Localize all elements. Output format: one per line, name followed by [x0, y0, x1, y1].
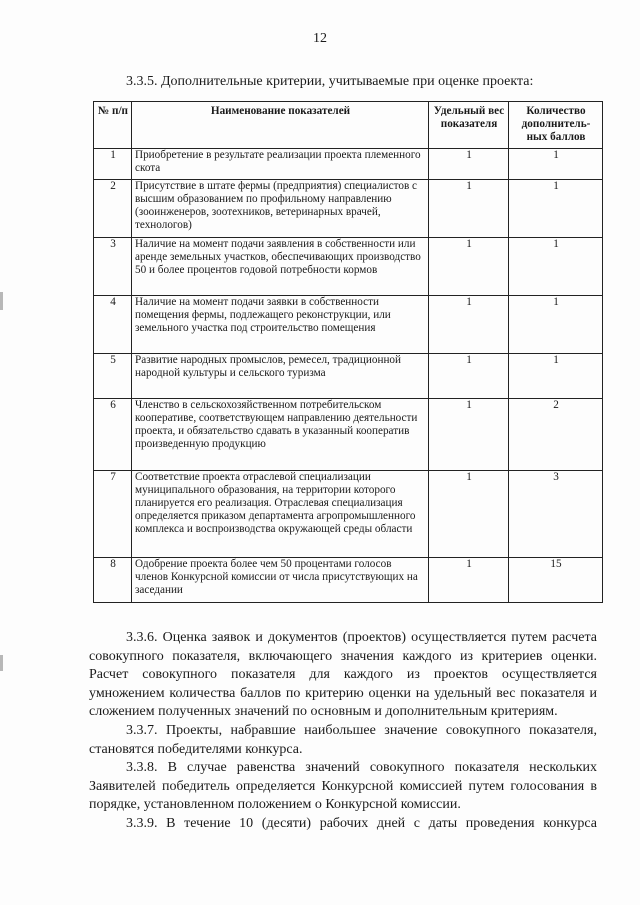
row-points: 2: [509, 399, 603, 471]
row-weight: 1: [429, 238, 509, 296]
row-num: 4: [94, 296, 132, 354]
row-weight: 1: [429, 354, 509, 399]
row-num: 3: [94, 238, 132, 296]
scan-edge-mark: [0, 292, 3, 310]
table-row: [94, 354, 603, 399]
row-name: Одобрение проекта более чем 50 процентами голосов членов Конкурсной комиссии от числа присутствующих на заседании: [132, 558, 429, 603]
table-header-row: [94, 102, 603, 149]
table-row: [94, 471, 603, 558]
table-row: [94, 296, 603, 354]
table-row: [94, 149, 603, 180]
row-points: 1: [509, 180, 603, 238]
row-weight: 1: [429, 296, 509, 354]
table-row: [94, 180, 603, 238]
body-text: [89, 629, 597, 834]
header-points: Количество дополнитель-ных баллов: [509, 102, 603, 149]
row-num: 7: [94, 471, 132, 558]
scan-edge-mark: [0, 655, 3, 671]
page-number: 12: [313, 31, 327, 46]
paragraph-3-3-6: 3.3.6. Оценка заявок и документов (проектов) осуществляется путем расчета совокупного показателя, включающего значения каждого из критериев оценки. Расчет совокупного показателя для каждого из проектов осуществляется умножением количества баллов по критерию оценки на удельный вес показателя и сложением полученных значений по основным и дополнительным критериям.: [89, 630, 597, 720]
row-num: 6: [94, 399, 132, 471]
row-num: 1: [94, 149, 132, 180]
paragraph-3-3-7: 3.3.7. Проекты, набравшие наибольшее значение совокупного показателя, становятся победителями конкурса.: [89, 722, 597, 757]
paragraph-3-3-8: 3.3.8. В случае равенства значений совокупного показателя нескольких Заявителей победитель определяется Конкурсной комиссией путем голосования в порядке, установленном положением о Конкурсной комиссии.: [89, 760, 597, 813]
row-name: Соответствие проекта отраслевой специализации муниципального образования, на территории которого планируется его реализация. Отраслевая специализация определяется приказом департамента агропромышленного комплекса и воспроизводства окружающей среды области: [132, 471, 429, 558]
row-name: Членство в сельскохозяйственном потребительском кооперативе, соответствующем направлению деятельности проекта, и обязательство сдавать в указанный кооператив произведенную продукцию: [132, 399, 429, 471]
row-points: 3: [509, 471, 603, 558]
row-name: Присутствие в штате фермы (предприятия) специалистов с высшим образованием по профильному направлению (зооинженеров, зоотехников, ветеринарных врачей, технологов): [132, 180, 429, 238]
criteria-table: [93, 101, 603, 603]
paragraph-3-3-9: 3.3.9. В течение 10 (десяти) рабочих дней с даты проведения конкурса: [126, 815, 597, 831]
table-row: [94, 558, 603, 603]
row-weight: 1: [429, 399, 509, 471]
row-name: Наличие на момент подачи заявки в собственности помещения фермы, подлежащего реконструкции, или земельного участка под строительство помещения: [132, 296, 429, 354]
row-points: 15: [509, 558, 603, 603]
row-points: 1: [509, 238, 603, 296]
header-name: Наименование показателей: [132, 102, 429, 149]
row-weight: 1: [429, 558, 509, 603]
row-points: 1: [509, 354, 603, 399]
row-weight: 1: [429, 149, 509, 180]
section-heading: 3.3.5. Дополнительные критерии, учитываемые при оценке проекта:: [126, 74, 534, 89]
row-num: 2: [94, 180, 132, 238]
table-row: [94, 399, 603, 471]
row-points: 1: [509, 296, 603, 354]
row-weight: 1: [429, 180, 509, 238]
row-name: Развитие народных промыслов, ремесел, традиционной народной культуры и сельского туризма: [132, 354, 429, 399]
header-weight: Удельный вес показателя: [429, 102, 509, 149]
row-points: 1: [509, 149, 603, 180]
header-num: № п/п: [94, 102, 132, 149]
row-name: Наличие на момент подачи заявления в собственности или аренде земельных участков, обеспечивающих производство 50 и более процентов годовой потребности кормов: [132, 238, 429, 296]
table-row: [94, 238, 603, 296]
row-weight: 1: [429, 471, 509, 558]
row-num: 8: [94, 558, 132, 603]
row-name: Приобретение в результате реализации проекта племенного скота: [132, 149, 429, 180]
row-num: 5: [94, 354, 132, 399]
